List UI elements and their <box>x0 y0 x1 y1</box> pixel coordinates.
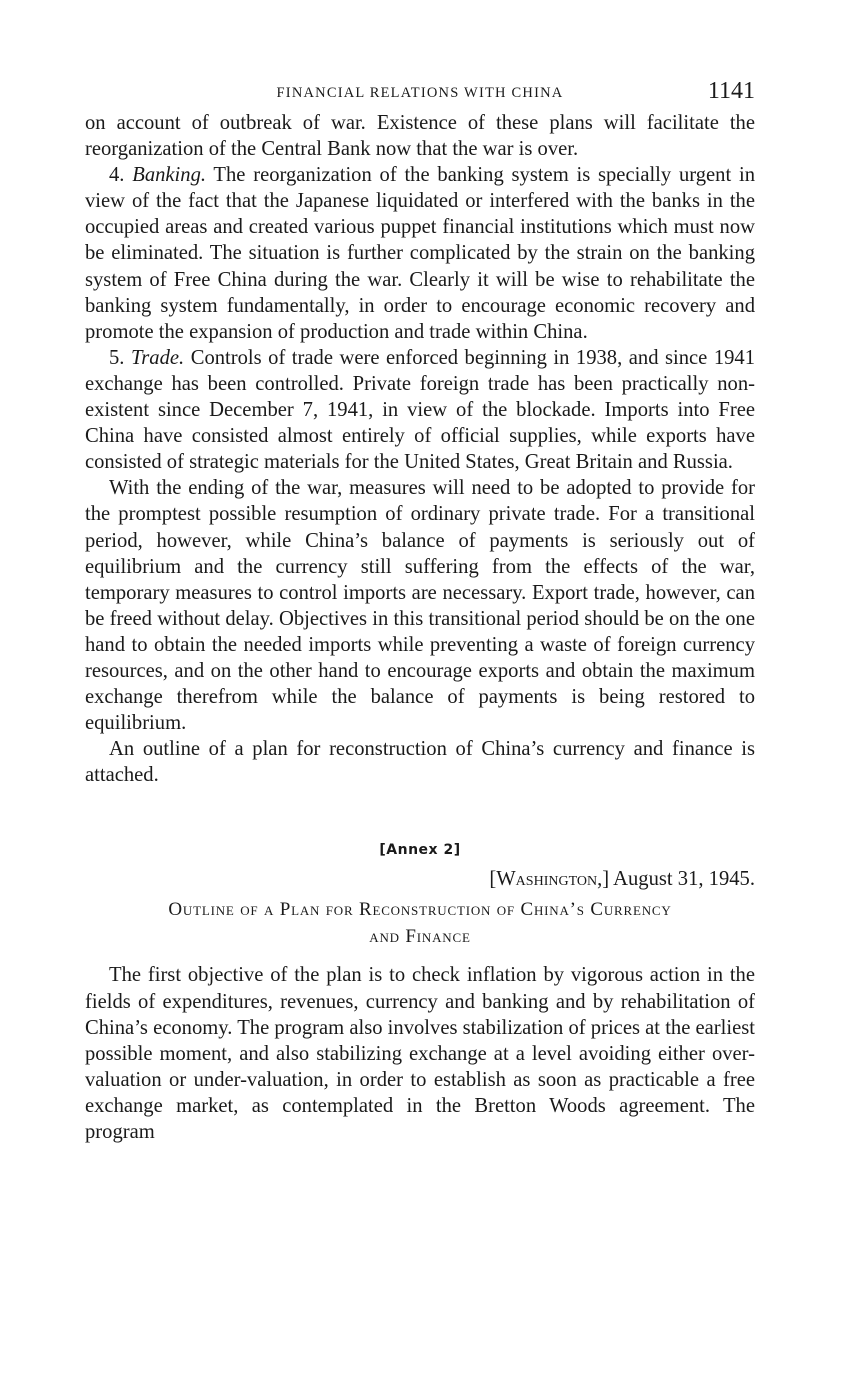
dateline-date: August 31, 1945. <box>613 868 755 891</box>
outline-note-paragraph: An outline of a plan for reconstruction of China’s currency and finance is attached. <box>85 738 755 787</box>
outline-title-line-2: and Finance <box>369 926 471 948</box>
banking-text: The reorganization of the banking system is specially urgent in view of the fact that the Japanese liquidated or interfered with the banks in the occupied areas and created various puppet financial institutions which must now be eliminated. The situation is further complicated by the strain on the banking system of Free China during the war. Clearly it will be wise to rehabilitate the banking system fundamentally, in order to encourage economic recovery and promote the expansion of production and trade within China. <box>85 164 755 343</box>
running-title: FINANCIAL RELATIONS WITH CHINA <box>276 85 564 101</box>
outline-title-line-1: Outline of a Plan for Reconstruction of China’s Currency <box>168 899 672 921</box>
document-page <box>85 78 755 1145</box>
page-number: 1141 <box>707 78 755 104</box>
outline-first-paragraph: The first objective of the plan is to check inflation by vigorous action in the fields of expenditures, revenues, currency and banking and by rehabilitation of China’s economy. The program also involves stabilization of prices at the earliest possible moment, and also stabilizing exchange at a level avoiding either over-valuation or under-valuation, in order to establish as soon as practicable a free exchange market, as contemplated in the Bretton Woods agreement. The program <box>85 964 755 1143</box>
trade-paragraph <box>85 345 755 475</box>
trade-title: Trade. <box>130 346 185 369</box>
running-header <box>85 78 755 110</box>
trade-text: Controls of trade were enforced beginning in 1938, and since 1941 exchange has been controlled. Private foreign trade has been practically non-existent since December 7, 1941, in view of the blockade. Imports into Free China have consisted almost entirely of official supplies, while exports have consisted of strategic materials for the United States, Great Britain and Russia. <box>85 346 756 474</box>
banking-number: 4. <box>109 164 125 187</box>
banking-paragraph <box>85 162 755 345</box>
annex-label: [Annex 2] <box>379 842 461 859</box>
trade-number: 5. <box>109 346 125 369</box>
dateline-place: [Washington,] <box>489 868 610 891</box>
banking-title: Banking. <box>132 164 207 187</box>
dateline <box>85 866 755 892</box>
continuation-paragraph: on account of outbreak of war. Existence of these plans will facilitate the reorganization of the Central Bank now that the war is over. <box>85 112 755 161</box>
outline-title <box>85 896 755 950</box>
ending-war-paragraph: With the ending of the war, measures will need to be adopted to provide for the promptest possible resumption of ordinary private trade. For a transitional period, however, while China’s balance of payments is seriously out of equilibrium and the currency still suffering from the effects of the war, temporary measures to control imports are necessary. Export trade, however, can be freed without delay. Objectives in this transitional period should be on the one hand to obtain the needed imports while preventing a waste of foreign currency resources, and on the other hand to encourage exports and obtain the maximum exchange therefrom while the balance of payments is being restored to equilibrium. <box>85 477 755 735</box>
